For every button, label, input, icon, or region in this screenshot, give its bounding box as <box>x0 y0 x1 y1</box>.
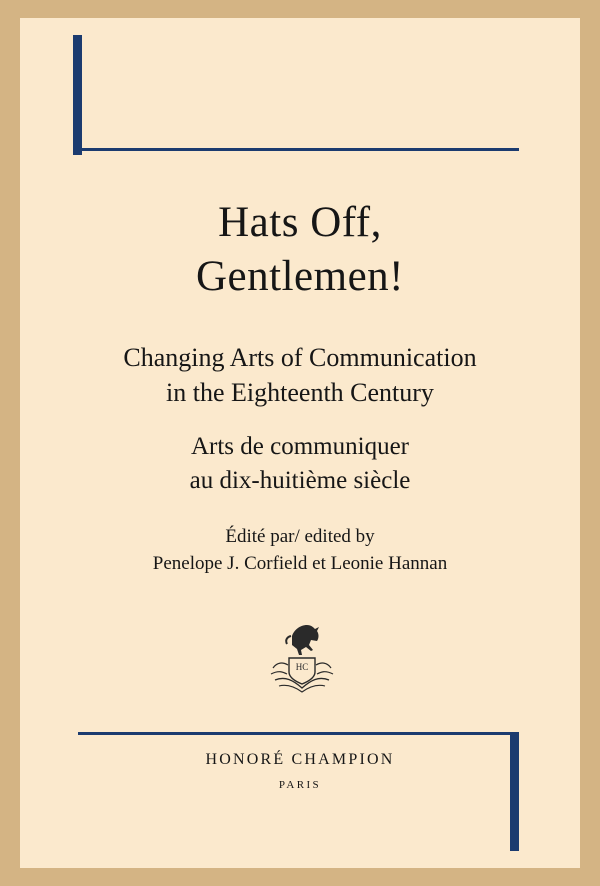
crest-monogram: HC <box>295 662 309 672</box>
editors-names-text: Penelope J. Corfield et Leonie Hannan <box>152 553 448 574</box>
book-title <box>20 196 580 304</box>
decorative-rule-top-horizontal <box>73 148 519 151</box>
book-subtitle-english <box>20 340 580 410</box>
book-title-line-2: Gentlemen! <box>196 253 404 300</box>
editors-lead-text: Édité par/ edited by <box>225 526 375 547</box>
book-subtitle-english-line-1: Changing Arts of Communication <box>123 343 477 372</box>
honore-champion-crest-icon <box>245 610 355 700</box>
book-subtitle-french <box>20 430 580 498</box>
decorative-rule-bottom-horizontal <box>78 732 519 735</box>
publisher-name: HONORÉ CHAMPION <box>205 751 395 768</box>
book-title-line-1: Hats Off, <box>218 199 382 246</box>
cover-page <box>20 18 580 868</box>
editors-credit <box>20 523 580 577</box>
decorative-rule-top-vertical <box>73 35 82 155</box>
publisher-city: PARIS <box>278 779 322 791</box>
book-subtitle-french-line-2: au dix-huitième siècle <box>189 467 411 494</box>
book-subtitle-french-line-1: Arts de communiquer <box>190 433 409 460</box>
book-subtitle-english-line-2: in the Eighteenth Century <box>166 378 434 407</box>
publisher-imprint <box>20 749 580 795</box>
